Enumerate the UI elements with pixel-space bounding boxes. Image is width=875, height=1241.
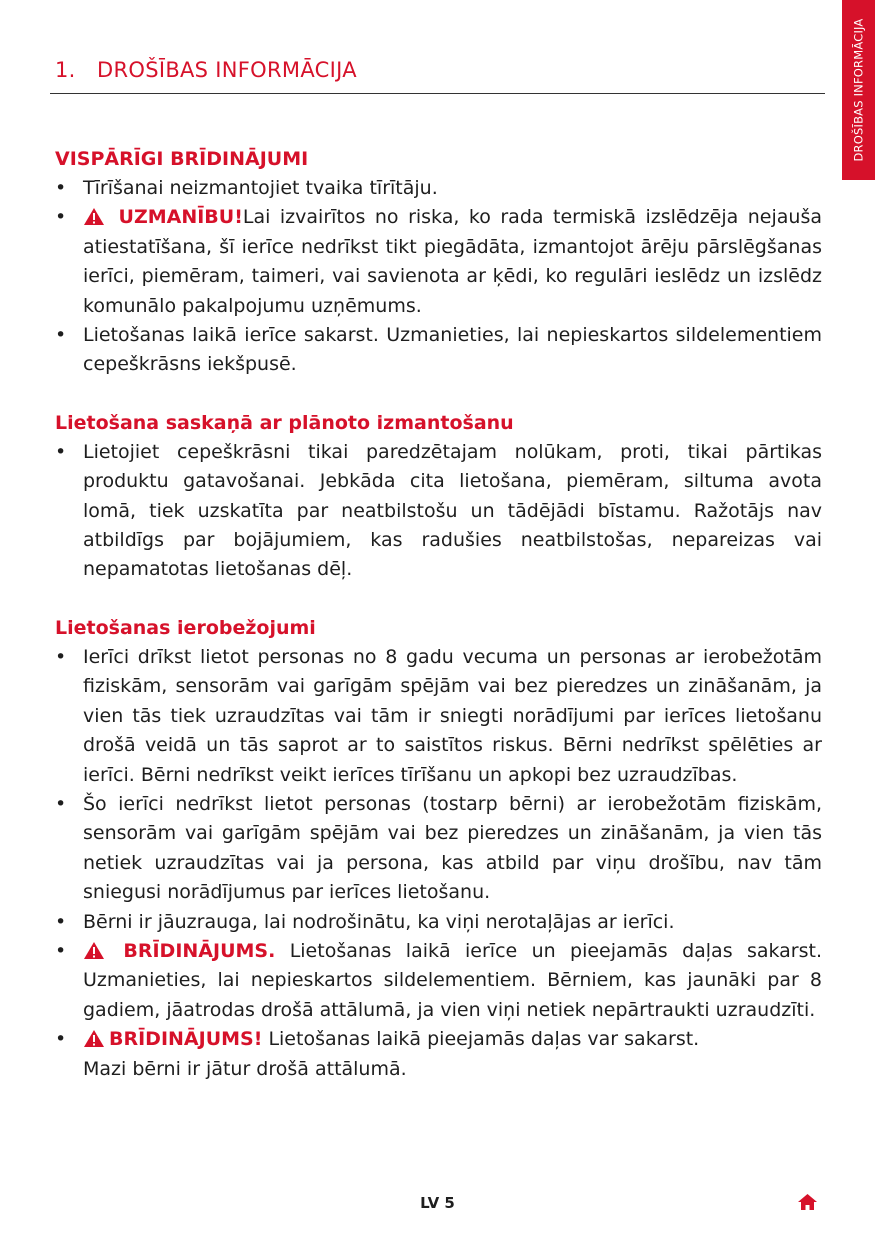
list-item: • BRĪDINĀJUMS! Lietošanas laikā pieejamās daļas var sakarst. Mazi bērni ir jātur drošā attālumā. xyxy=(55,1025,822,1084)
list-item: • Ierīci drīkst lietot personas no 8 gadu vecuma un personas ar ierobežotām fiziskām, sensorām vai garīgām spējām vai bez pieredzes un zināšanām, ja vien tās tiek uzraudzītas vai tām ir sniegti norādījumi par ierīces lietošanu drošā veidā un tās saprot ar to saistītos riskus. Bērni nedrīkst spēlēties ar ierīci. Bērni nedrīkst veikt ierīces tīrīšanu un apkopi bez uzraudzības. xyxy=(55,643,822,790)
list-item: • Lietošanas laikā ierīce sakarst. Uzmanieties, lai nepieskartos sildelementiem cepeškrāsns iekšpusē. xyxy=(55,321,822,380)
chapter-number: 1. xyxy=(55,58,76,82)
general-warnings-list xyxy=(55,174,822,380)
warning-label: BRĪDINĀJUMS. xyxy=(123,939,276,962)
list-item: • Lietojiet cepeškrāsni tikai paredzētajam nolūkam, proti, tikai pārtikas produktu gatavošanai. Jebkāda cita lietošana, piemēram, siltuma avota lomā, tiek uzskatīta par neatbilstošu un tādējādi bīstamu. Ražotājs nav atbildīgs par bojājumiem, kas radušies neatbilstošas, nepareizas vai nepamatotas lietošanas dēļ. xyxy=(55,438,822,585)
list-item: • Tīrīšanai neizmantojiet tvaika tīrītāju. xyxy=(55,174,822,203)
list-item: • UZMANĪBU!Lai izvairītos no riska, ko rada termiskā izslēdzēja nejauša atiestatīšana, šī ierīce nedrīkst tikt piegādāta, izmantojot ārēju pārslēgšanas ierīci, piemēram, taimeri, vai savienota ar ķēdi, ko regulāri ieslēdz un izslēdz komunālo pakalpojumu uzņēmums. xyxy=(55,203,822,321)
restrictions-list xyxy=(55,643,822,1084)
chapter-title-text: DROŠĪBAS INFORMĀCIJA xyxy=(97,58,357,82)
warning-icon xyxy=(83,207,105,226)
warning-icon xyxy=(83,941,105,960)
warning-icon xyxy=(83,1029,105,1048)
chapter-title xyxy=(55,58,357,82)
list-item: • Bērni ir jāuzrauga, lai nodrošinātu, ka viņi nerotaļājas ar ierīci. xyxy=(55,908,822,937)
side-tab-label: DROŠĪBAS INFORMĀCIJA xyxy=(851,18,866,162)
list-item: • Šo ierīci nedrīkst lietot personas (tostarp bērni) ar ierobežotām fiziskām, sensorām vai garīgām spējām vai bez pieredzes un zināšanām, ja vien tās netiek uzraudzītas vai ja persona, kas atbild par viņu drošību, nav tām sniegusi norādījumus par ierīces lietošanu. xyxy=(55,790,822,908)
warning-label: BRĪDINĀJUMS! xyxy=(109,1028,263,1051)
page-content xyxy=(55,145,822,1084)
caution-label: UZMANĪBU! xyxy=(118,206,243,229)
page-number: LV 5 xyxy=(420,1194,455,1212)
home-icon[interactable] xyxy=(797,1193,818,1211)
section-heading-restrictions: Lietošanas ierobežojumi xyxy=(55,616,316,639)
list-item: • BRĪDINĀJUMS. Lietošanas laikā ierīce un pieejamās daļas sakarst. Uzmanieties, lai nepieskartos sildelementiem. Bērniem, kas jaunāki par 8 gadiem, jāatrodas drošā attālumā, ja vien viņi netiek nepārtraukti uzraudzīti. xyxy=(55,937,822,1025)
side-tab[interactable] xyxy=(842,0,875,180)
section-heading-general: VISPĀRĪGI BRĪDINĀJUMI xyxy=(55,148,309,170)
title-divider xyxy=(50,93,825,94)
intended-use-list xyxy=(55,438,822,585)
section-heading-intended-use: Lietošana saskaņā ar plānoto izmantošanu xyxy=(55,411,514,434)
